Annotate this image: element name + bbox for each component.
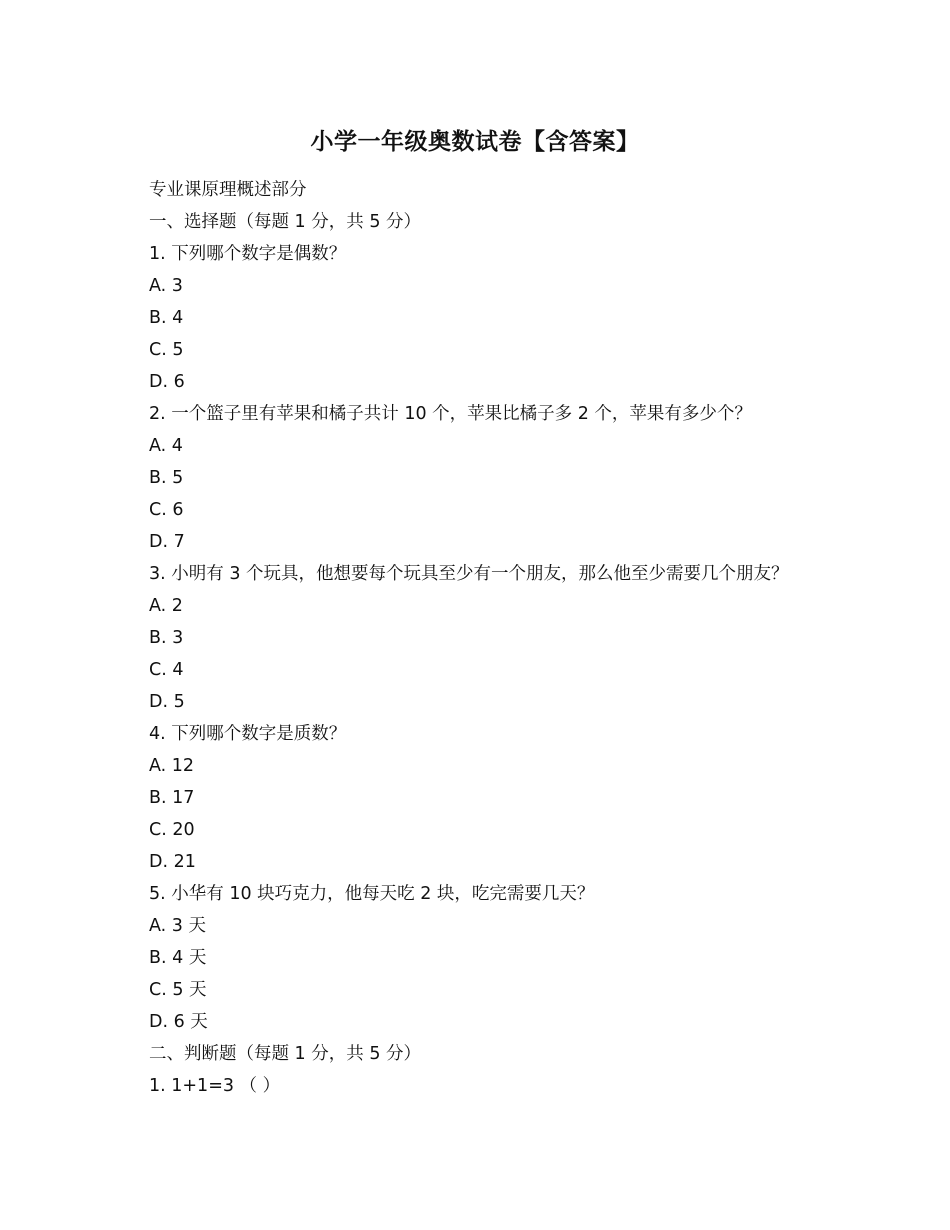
question-1-option-c: C. 5	[149, 340, 184, 360]
question-5-option-a: A. 3 天	[149, 916, 206, 936]
question-2: 2. 一个篮子里有苹果和橘子共计 10 个，苹果比橘子多 2 个，苹果有多少个？	[149, 404, 752, 424]
question-4-option-c: C. 20	[149, 820, 195, 840]
judgement-question-1: 1. 1+1=3 （ ）	[149, 1076, 281, 1096]
question-3: 3. 小明有 3 个玩具，他想要每个玩具至少有一个朋友，那么他至少需要几个朋友？	[149, 564, 789, 584]
question-1-option-d: D. 6	[149, 372, 185, 392]
question-4: 4. 下列哪个数字是质数？	[149, 724, 347, 744]
question-5-option-b: B. 4 天	[149, 948, 207, 968]
question-4-option-a: A. 12	[149, 756, 195, 776]
question-1: 1. 下列哪个数字是偶数？	[149, 244, 347, 264]
question-5-option-d: D. 6 天	[149, 1012, 208, 1032]
question-5-option-c: C. 5 天	[149, 980, 207, 1000]
question-1-option-b: B. 4	[149, 308, 184, 328]
section-intro: 专业课原理概述部分	[149, 180, 307, 200]
section-heading-judgement: 二、判断题（每题 1 分，共 5 分）	[149, 1044, 422, 1064]
question-4-option-b: B. 17	[149, 788, 195, 808]
question-3-option-a: A. 2	[149, 596, 183, 616]
document-title: 小学一年级奥数试卷【含答案】	[310, 129, 640, 155]
question-1-option-a: A. 3	[149, 276, 183, 296]
question-2-option-a: A. 4	[149, 436, 183, 456]
question-5: 5. 小华有 10 块巧克力，他每天吃 2 块，吃完需要几天？	[149, 884, 595, 904]
question-2-option-d: D. 7	[149, 532, 185, 552]
question-3-option-c: C. 4	[149, 660, 184, 680]
question-4-option-d: D. 21	[149, 852, 196, 872]
section-heading-choice: 一、选择题（每题 1 分，共 5 分）	[149, 212, 422, 232]
question-2-option-b: B. 5	[149, 468, 184, 488]
question-3-option-d: D. 5	[149, 692, 185, 712]
question-2-option-c: C. 6	[149, 500, 184, 520]
document-body	[149, 174, 869, 1102]
question-3-option-b: B. 3	[149, 628, 184, 648]
